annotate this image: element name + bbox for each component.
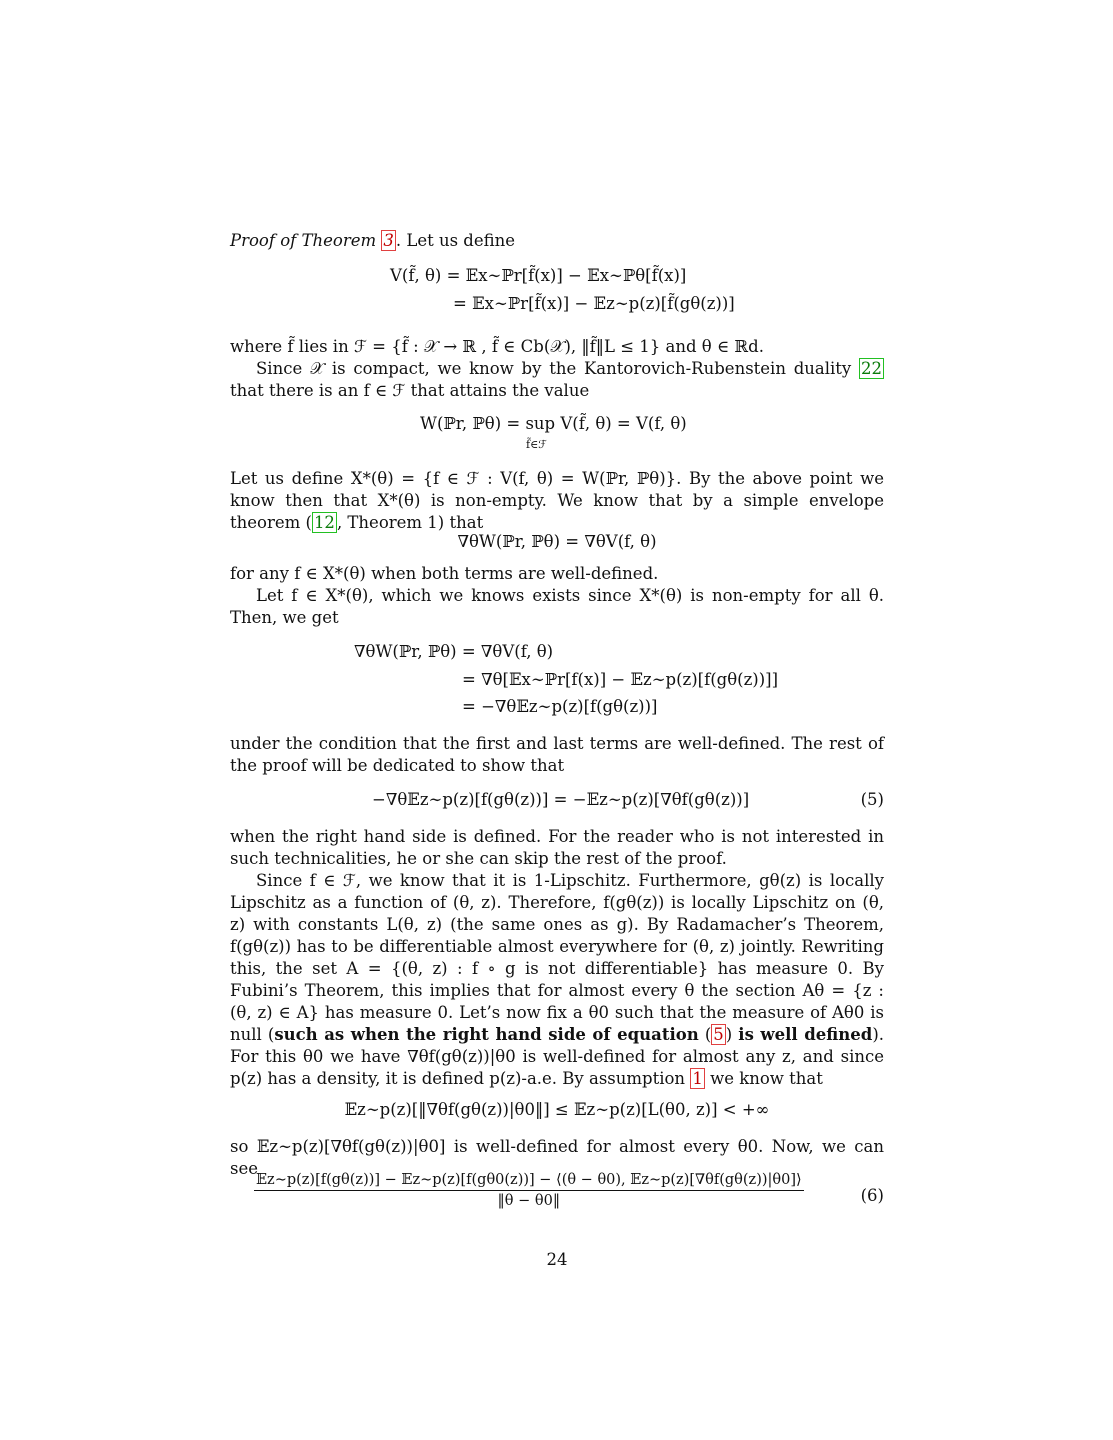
- equation-gradient: ∇θW(ℙr, ℙθ) = ∇θV(f, θ): [457, 532, 657, 551]
- page-body: [230, 0, 884, 1440]
- equation-V-line2: = 𝔼x∼ℙr[f̃(x)] − 𝔼z∼p(z)[f̃(gθ(z))]: [453, 294, 735, 313]
- equation-6-numerator: 𝔼z∼p(z)[f(gθ(z))] − 𝔼z∼p(z)[f(gθ0(z))] − ⟨(θ − θ0), 𝔼z∼p(z)[∇θf(gθ(z))|θ0]⟩: [254, 1172, 804, 1191]
- paragraph-so: so 𝔼z∼p(z)[∇θf(gθ(z))|θ0] is well-defined for almost every θ0. Now, we can see: [230, 1137, 884, 1178]
- citation-22-link[interactable]: 22: [861, 359, 883, 378]
- equation-5: −∇θ𝔼z∼p(z)[f(gθ(z))] = −𝔼z∼p(z)[∇θf(gθ(z))]: [372, 790, 750, 809]
- equation-W: [420, 414, 1074, 433]
- paragraph-let-define: [230, 468, 884, 534]
- sincef-bold-1: such as when the right hand side of equation: [274, 1025, 699, 1044]
- sincef-bold-2: is well defined: [738, 1025, 873, 1044]
- citation-12-link[interactable]: 12: [313, 513, 335, 532]
- let-text-a: Let us define X*(θ) = {f ∈ ℱ : V(f, θ) = W(ℙr, ℙθ)}. By the above point we know then that X*(θ) is non-empty. We know that by a simple envelope theorem (: [230, 469, 884, 532]
- paragraph-when: when the right hand side is defined. For the reader who is not interested in such technicalities, he or she can skip the rest of the proof.: [230, 827, 884, 868]
- sincef-text-1: Since f ∈ ℱ, we know that it is 1-Lipschitz. Furthermore, gθ(z) is locally Lipschitz as a function of (θ, z). Therefore, f(gθ(z)) is locally Lipschitz on (θ, z) with constants L(θ, z) (the same ones as g). By Radamacher’s Theorem, f(gθ(z)) has to be differentiable almost everywhere for (θ, z) jointly. Rewriting this, the set A = {(θ, z) : f ∘ g is not differentiable} has measure 0. By Fubini’s Theorem, this implies that for almost every θ the section Aθ = {z : (θ, z) ∈ A} has measure 0. Let’s now fix a θ0 such that the measure of Aθ0 is null (: [230, 871, 884, 1044]
- equation-W-subscript: f̃∈ℱ: [526, 438, 547, 451]
- proof-intro: . Let us define: [395, 231, 516, 250]
- equation-chain-line3: = −∇θ𝔼z∼p(z)[f(gθ(z))]: [462, 697, 658, 716]
- equation-chain-line1: ∇θW(ℙr, ℙθ) = ∇θV(f, θ): [354, 642, 554, 661]
- paragraph-where: where f̃ lies in ℱ = {f̃ : 𝒳 → ℝ , f̃ ∈ Cb(𝒳), ‖f̃‖L ≤ 1} and θ ∈ ℝd.: [230, 337, 764, 356]
- theorem-ref-link[interactable]: 3: [383, 231, 394, 250]
- equation-chain-line2: = ∇θ[𝔼x∼ℙr[f(x)] − 𝔼z∼p(z)[f(gθ(z))]]: [462, 670, 779, 689]
- equation-5-ref-link[interactable]: 5: [713, 1025, 724, 1044]
- paragraph-for-any: for any f ∈ X*(θ) when both terms are well-defined.: [230, 564, 659, 583]
- sincef-text-2: ). For this θ0 we have ∇θf(gθ(z))|θ0 is well-defined for almost any z, and since p(z) has a density, it is defined p(z)-a.e. By assumption: [230, 1025, 884, 1088]
- paragraph-since-f: Since f ∈ ℱ, we know that it is 1-Lipschitz. Furthermore, gθ(z) is locally Lipschitz as a function of (θ, z). Therefore, f(gθ(z)) is locally Lipschitz on (θ, z) with constants L(θ, z) (the same ones as g). By Radamacher’s Theorem, f(gθ(z)) has to be differentiable almost everywhere for (θ, z) jointly. Rewriting this, the set A = {(θ, z) : f ∘ g is not differentiable} has measure 0. By Fubini’s Theorem, this implies that for almost every θ the section Aθ = {z : (θ, z) ∈ A} has measure 0. Let’s now fix a θ0 such that the measure of Aθ0 is null (such as when the right hand side of equation ( 5 ) is well defined). For this θ0 we have ∇θf(gθ(z))|θ0 is well-defined for almost any z, and since p(z) has a density, it is defined p(z)-a.e. By assumption 1 we know that: [230, 871, 884, 1088]
- since-text-b: that there is an f ∈ ℱ that attains the value: [230, 381, 590, 400]
- since-text-a: Since 𝒳 is compact, we know by the Kantorovich-Rubenstein duality: [256, 359, 852, 378]
- equation-V-line1: V(f̃, θ) = 𝔼x∼ℙr[f̃(x)] − 𝔼x∼ℙθ[f̃(x)]: [390, 266, 687, 285]
- paragraph-since-compact: [230, 358, 884, 402]
- paragraph-under-condition: under the condition that the first and last terms are well-defined. The rest of the proof will be dedicated to show that: [230, 734, 884, 775]
- equation-6-denominator: ‖θ − θ0‖: [497, 1193, 561, 1209]
- page-number: 24: [546, 1250, 568, 1269]
- assumption-1-ref-link[interactable]: 1: [692, 1069, 703, 1088]
- proof-heading: [230, 230, 884, 252]
- equation-W-text: W(ℙr, ℙθ) = sup V(f̃, θ) = V(f, θ): [420, 414, 687, 433]
- paragraph-let-f: Let f ∈ X*(θ), which we knows exists since X*(θ) is non-empty for all θ. Then, we get: [230, 586, 884, 627]
- sincef-text-3: we know that: [710, 1069, 823, 1088]
- equation-bound: 𝔼z∼p(z)[‖∇θf(gθ(z))|θ0‖] ≤ 𝔼z∼p(z)[L(θ0, z)] < +∞: [344, 1100, 770, 1119]
- let-text-b: , Theorem 1) that: [336, 513, 484, 532]
- equation-6-fraction: [254, 1172, 804, 1209]
- equation-5-number: (5): [860, 790, 884, 809]
- proof-label: Proof of Theorem: [230, 231, 377, 250]
- equation-6-number: (6): [860, 1186, 884, 1205]
